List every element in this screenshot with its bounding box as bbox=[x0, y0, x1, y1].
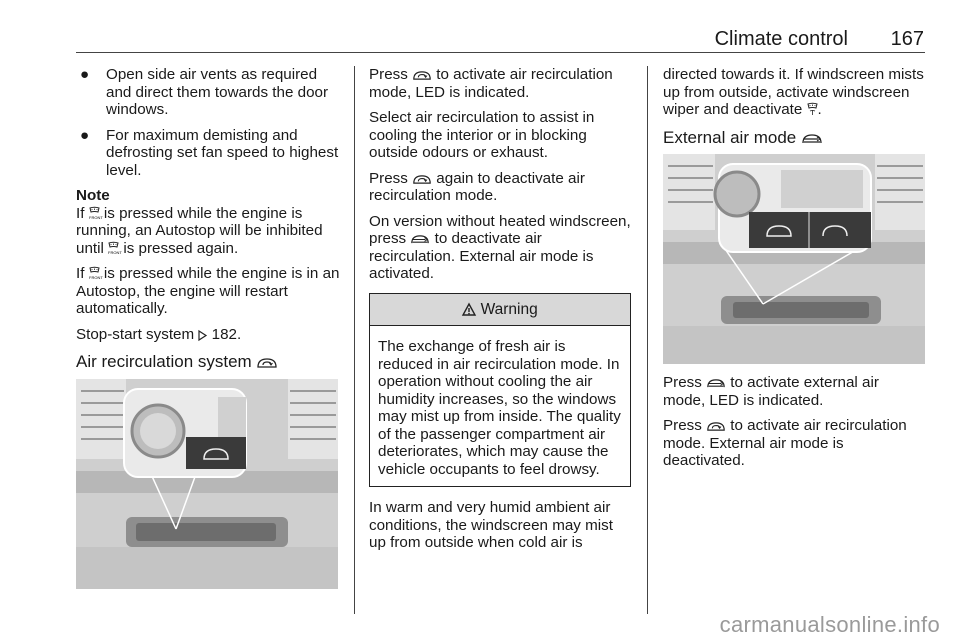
section-heading: Air recirculation system bbox=[76, 353, 344, 371]
column-3 bbox=[663, 66, 925, 478]
bullet-list bbox=[76, 66, 344, 179]
header-title: Climate control bbox=[714, 28, 848, 50]
column-2 bbox=[369, 66, 631, 560]
paragraph: Select air recirculation to assist in cooling the interior or in blocking outside odours or exhaust. bbox=[369, 109, 595, 161]
note-paragraph: If FRONT is pressed while the engine is in an Autostop, the engine will restart automatically. bbox=[76, 265, 340, 317]
bullet-text: Open side air vents as required and direct them towards the door windows. bbox=[106, 66, 329, 118]
external-air-icon bbox=[801, 133, 823, 145]
warning-body: The exchange of fresh air is reduced in air recirculation mode. In operation without cooling the air humidity increases, so the windows may mist up from inside. The quality of the passenger compartment air deteriorates, which may cause the vehicle occupants to feel drowsy. bbox=[378, 338, 621, 478]
column-divider bbox=[647, 66, 648, 614]
paragraph: Press to activate air recirculation mode, LED is indicated. bbox=[369, 66, 613, 101]
front-defrost-icon bbox=[807, 103, 818, 116]
front-defrost-icon bbox=[108, 242, 122, 255]
watermark: carmanualsonline.info bbox=[719, 612, 940, 637]
recirculation-icon bbox=[412, 174, 432, 185]
warning-title: Warning bbox=[480, 300, 538, 318]
list-item: ● Open side air vents as required and direct them towards the door windows. bbox=[80, 66, 329, 118]
cross-reference[interactable]: Stop-start system 182. bbox=[76, 325, 242, 343]
reference-arrow-icon bbox=[198, 330, 207, 341]
front-defrost-icon bbox=[88, 267, 103, 280]
svg-text:FRONT: FRONT bbox=[88, 275, 103, 280]
note-heading: Note bbox=[76, 187, 110, 204]
recirculation-icon bbox=[706, 421, 726, 432]
note-paragraph: If FRONT is pressed while the engine is running, an Autostop will be inhibited until FRONT is pressed again. bbox=[76, 204, 323, 257]
external-air-icon bbox=[706, 378, 726, 389]
svg-text:FRONT: FRONT bbox=[108, 249, 122, 255]
paragraph: Press again to deactivate air recirculation mode. bbox=[369, 169, 585, 204]
front-defrost-icon bbox=[88, 207, 103, 220]
list-item: ● For maximum demisting and defrosting set fan speed to highest level. bbox=[80, 126, 339, 179]
paragraph: Press to activate external air mode, LED is indicated. bbox=[663, 374, 879, 409]
recirculation-button-photo bbox=[76, 379, 338, 589]
paragraph: directed towards it. If windscreen mists up from outside, activate windscreen wiper and deactivate . bbox=[663, 66, 924, 118]
paragraph: Press to activate air recirculation mode. External air mode is deactivated. bbox=[663, 417, 907, 469]
warning-box bbox=[369, 293, 631, 488]
warning-header bbox=[370, 294, 630, 327]
column-divider bbox=[354, 66, 355, 614]
section-heading: External air mode bbox=[663, 129, 925, 147]
warning-triangle-icon bbox=[462, 303, 476, 316]
header-rule bbox=[76, 52, 925, 53]
svg-text:FRONT: FRONT bbox=[88, 214, 103, 220]
recirculation-icon bbox=[412, 70, 432, 81]
paragraph: On version without heated windscreen, press to deactivate air recirculation. External air mode is activated. bbox=[369, 212, 631, 282]
recirculation-icon bbox=[256, 357, 278, 369]
bullet-text: For maximum demisting and defrosting set fan speed to highest level. bbox=[106, 126, 339, 179]
external-air-button-photo bbox=[663, 154, 925, 364]
paragraph: In warm and very humid ambient air conditions, the windscreen may mist up from outside when cold air is bbox=[369, 499, 613, 551]
external-air-icon bbox=[410, 234, 430, 245]
page-number: 167 bbox=[890, 28, 924, 50]
column-1 bbox=[76, 66, 344, 599]
